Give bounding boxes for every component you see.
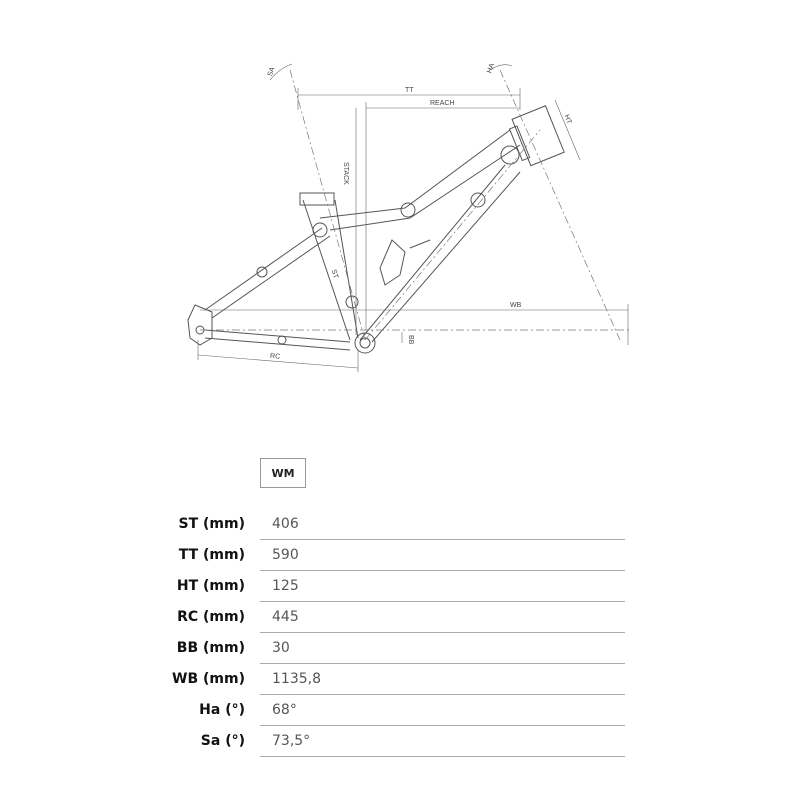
stack-dim-label: STACK xyxy=(342,162,349,185)
table-row-ht xyxy=(150,571,625,602)
row-value: 68° xyxy=(272,702,297,718)
table-row-tt xyxy=(150,540,625,571)
table-row-sa xyxy=(150,726,625,757)
row-value: 73,5° xyxy=(272,733,311,749)
seat-post-clamp xyxy=(300,193,334,205)
row-value: 30 xyxy=(272,640,290,656)
rc-dim-label: RC xyxy=(269,352,281,361)
size-column-header: WM xyxy=(260,458,306,488)
row-value: 125 xyxy=(272,578,299,594)
row-label: BB (mm) xyxy=(176,640,245,656)
row-value: 1135,8 xyxy=(272,671,321,687)
table-row-rc xyxy=(150,602,625,633)
down-tube xyxy=(360,165,505,340)
table-row-ha xyxy=(150,695,625,726)
reach-dim-label: REACH xyxy=(430,100,455,107)
row-label: HT (mm) xyxy=(176,578,245,594)
ht-dim-label: HT xyxy=(562,113,573,126)
row-label: Ha (°) xyxy=(199,702,245,718)
seat-stay xyxy=(205,228,322,310)
wb-dim-label: WB xyxy=(510,302,522,309)
geometry-table xyxy=(150,509,625,757)
table-row-bb xyxy=(150,633,625,664)
row-divider xyxy=(260,756,625,757)
st-dim-label: ST xyxy=(329,268,340,280)
row-label: Sa (°) xyxy=(200,733,245,749)
table-row-st xyxy=(150,509,625,540)
ha-dim-label: HA xyxy=(486,62,497,75)
bottle-cage xyxy=(380,240,405,285)
sa-dim-label: SA xyxy=(266,66,277,78)
row-value: 590 xyxy=(272,547,299,563)
row-label: WB (mm) xyxy=(172,671,245,687)
head-tube xyxy=(507,106,565,168)
row-value: 406 xyxy=(272,516,299,532)
tt-dim-label: TT xyxy=(405,87,414,94)
bb-dim-label: BB xyxy=(407,335,414,345)
table-row-wb xyxy=(150,664,625,695)
row-label: TT (mm) xyxy=(178,547,245,563)
row-label: RC (mm) xyxy=(177,609,245,625)
row-value: 445 xyxy=(272,609,299,625)
row-label: ST (mm) xyxy=(178,516,245,532)
rear-dropout xyxy=(188,305,212,345)
seat-tube xyxy=(303,200,350,340)
